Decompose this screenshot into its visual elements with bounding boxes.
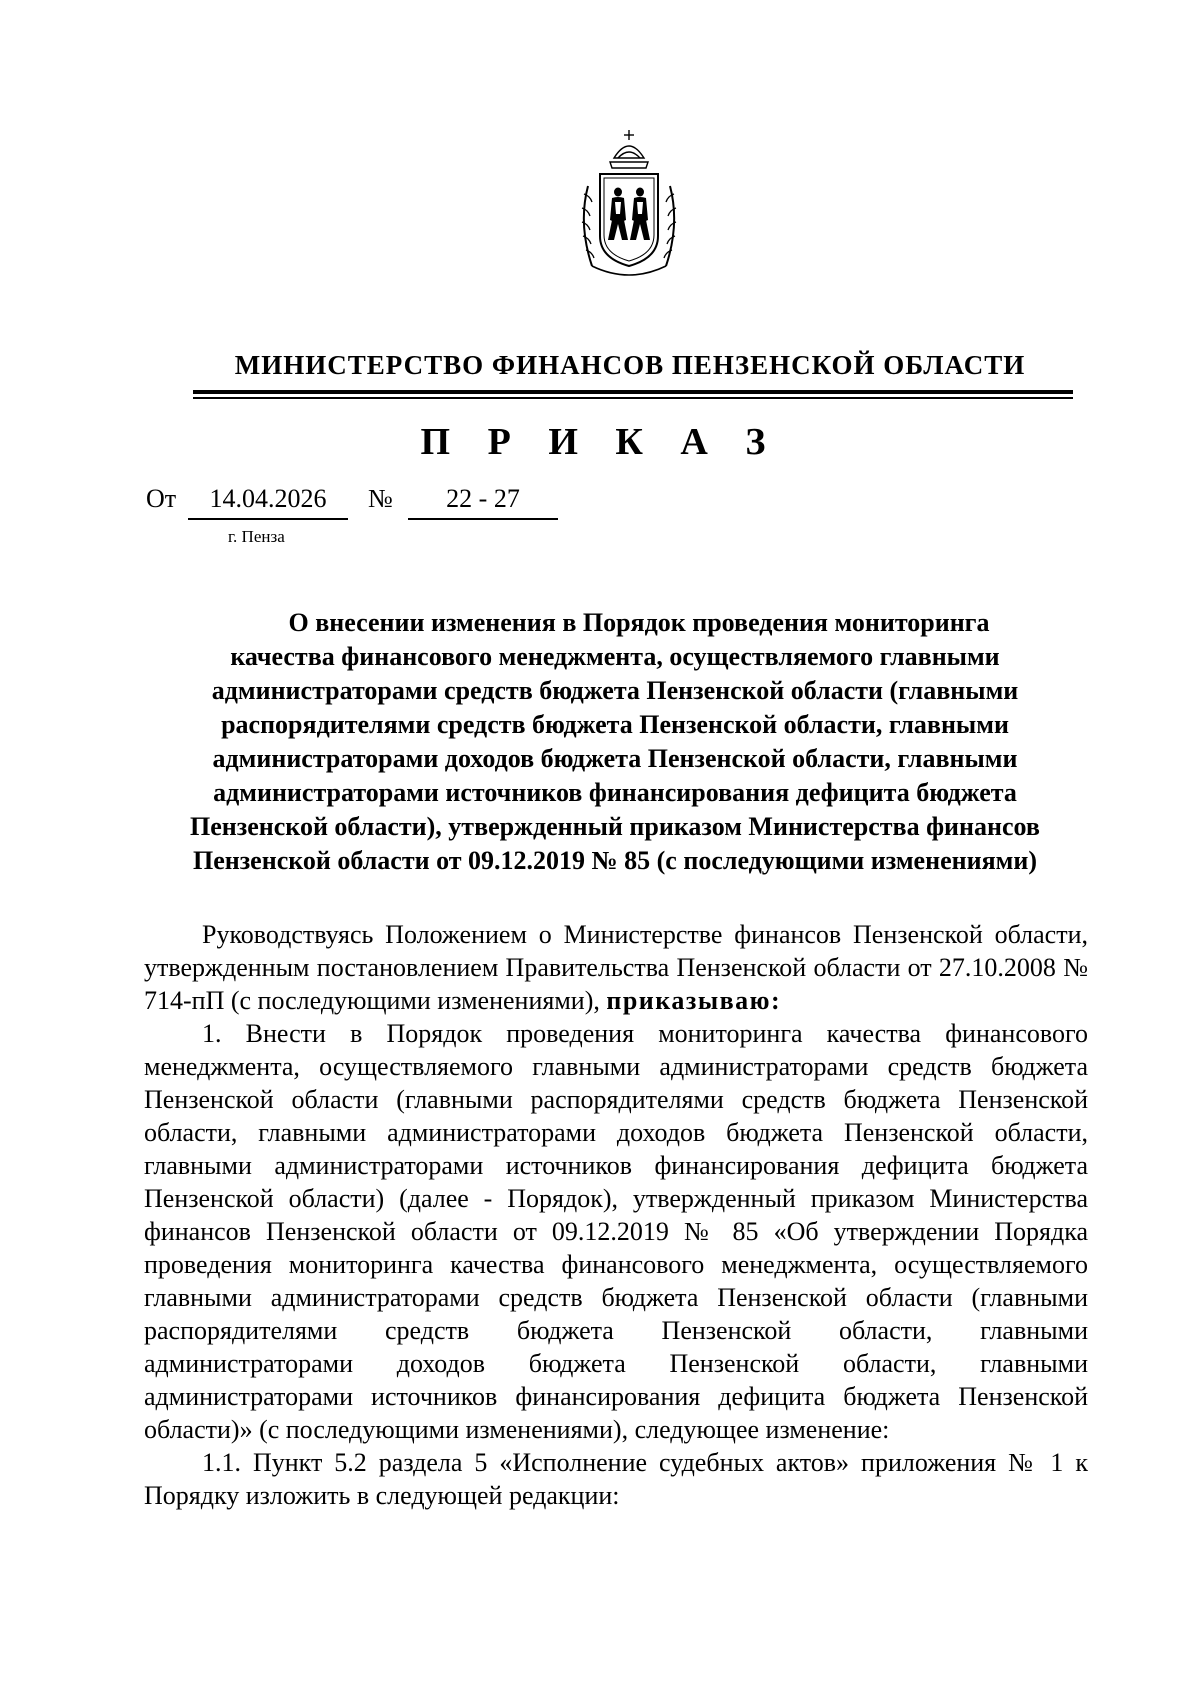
document-type-title: П Р И К А З (420, 421, 780, 463)
subject-line: качества финансового менеджмента, осуществляемого главными (230, 642, 1000, 671)
ministry-name: МИНИСТЕРСТВО ФИНАНСОВ ПЕНЗЕНСКОЙ ОБЛАСТИ (234, 350, 1026, 380)
subject-line: администраторами источников финансирования дефицита бюджета (213, 778, 1017, 807)
body-paragraph-item-1: 1. Внести в Порядок проведения мониторинга качества финансового менеджмента, осуществляемого главными администраторами средств бюджета Пензенской области (главными распорядителями средств бюджета Пензенской области, главными администраторами доходов бюджета Пензенской области, главными администраторами источников финансирования дефицита бюджета Пензенской области) (далее - Порядок), утвержденный приказом Министерства финансов Пензенской области от 09.12.2019 № 85 «Об утверждении Порядка проведения мониторинга качества финансового менеджмента, осуществляемого главными администраторами средств бюджета Пензенской области (главными распорядителями средств бюджета Пензенской области, главными администраторами доходов бюджета Пензенской области, главными администраторами источников финансирования дефицита бюджета Пензенской области)» (с последующими изменениями), следующее изменение: (144, 1019, 1088, 1444)
document-subject (150, 606, 1080, 878)
date-label: От (146, 484, 177, 513)
number-underline (408, 518, 558, 520)
header-rule-thin (193, 397, 1073, 399)
body-paragraph-item-1-1: 1.1. Пункт 5.2 раздела 5 «Исполнение судебных актов» приложения № 1 к Порядку изложить в следующей редакции: (144, 1448, 1088, 1510)
subject-line: О внесении изменения в Порядок проведения мониторинга (288, 608, 990, 637)
city-name: г. Пенза (228, 527, 285, 546)
date-underline (188, 518, 348, 520)
coat-of-arms-icon (574, 128, 684, 280)
document-body (144, 918, 1088, 1512)
order-keyword: приказываю: (606, 986, 782, 1015)
subject-line: администраторами средств бюджета Пензенской области (главными (211, 676, 1019, 705)
body-paragraph-preamble (144, 918, 1088, 1017)
preamble-text: Руководствуясь Положением о Министерстве финансов Пензенской области, утвержденным постановлением Правительства Пензенской области от 27.10.2008 № 714-пП (с последующими изменениями), (144, 920, 1088, 1015)
number-label: № (368, 484, 393, 513)
document-date: 14.04.2026 (209, 484, 327, 513)
subject-line: администраторами доходов бюджета Пензенской области, главными (212, 744, 1018, 773)
document-number: 22 - 27 (446, 484, 520, 513)
subject-line: Пензенской области), утвержденный приказом Министерства финансов (190, 812, 1040, 841)
subject-line: Пензенской области от 09.12.2019 № 85 (с последующими изменениями) (192, 846, 1037, 875)
header-rule-thick (193, 390, 1073, 394)
subject-line: распорядителями средств бюджета Пензенской области, главными (221, 710, 1009, 739)
